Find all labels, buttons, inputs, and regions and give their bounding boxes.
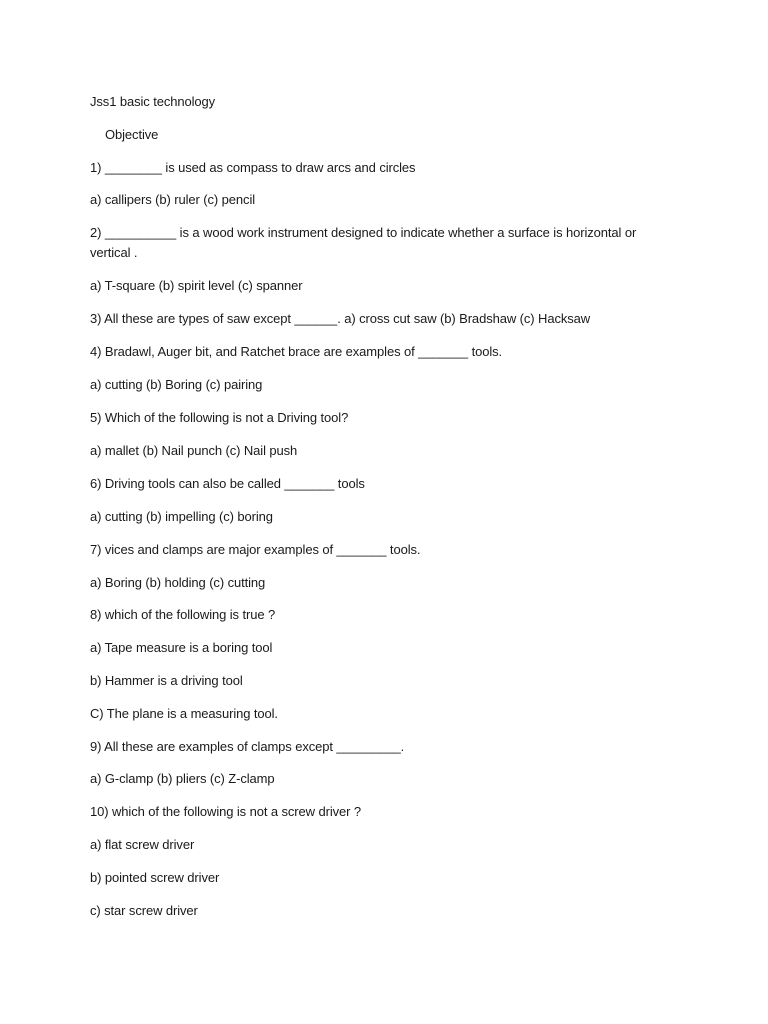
question-8: 8) which of the following is true ? [90,607,276,622]
options-5: a) mallet (b) Nail punch (c) Nail push [90,443,298,458]
question-6: 6) Driving tools can also be called _______ tools [90,476,365,491]
question-3: 3) All these are types of saw except ______. a) cross cut saw (b) Bradshaw (c) Hacksaw [90,311,591,326]
option-10a: a) flat screw driver [90,837,195,852]
question-9: 9) All these are examples of clamps except _________. [90,739,405,754]
question-5: 5) Which of the following is not a Driving tool? [90,410,349,425]
options-7: a) Boring (b) holding (c) cutting [90,575,266,590]
option-8a: a) Tape measure is a boring tool [90,640,273,655]
options-9: a) G-clamp (b) pliers (c) Z-clamp [90,771,275,786]
options-1: a) callipers (b) ruler (c) pencil [90,192,256,207]
options-2: a) T-square (b) spirit level (c) spanner [90,278,303,293]
question-10: 10) which of the following is not a screw driver ? [90,804,362,819]
options-6: a) cutting (b) impelling (c) boring [90,509,273,524]
option-8b: b) Hammer is a driving tool [90,673,243,688]
question-2: 2) __________ is a wood work instrument designed to indicate whether a surface is horizontal or vertical . [90,225,637,260]
question-7: 7) vices and clamps are major examples of _______ tools. [90,542,421,557]
section-heading: Objective [105,127,159,142]
document-title: Jss1 basic technology [90,94,216,109]
option-10c: c) star screw driver [90,903,198,918]
option-8c: C) The plane is a measuring tool. [90,706,278,721]
question-4: 4) Bradawl, Auger bit, and Ratchet brace are examples of _______ tools. [90,344,503,359]
question-1: 1) ________ is used as compass to draw arcs and circles [90,160,416,175]
option-10b: b) pointed screw driver [90,870,220,885]
options-4: a) cutting (b) Boring (c) pairing [90,377,263,392]
